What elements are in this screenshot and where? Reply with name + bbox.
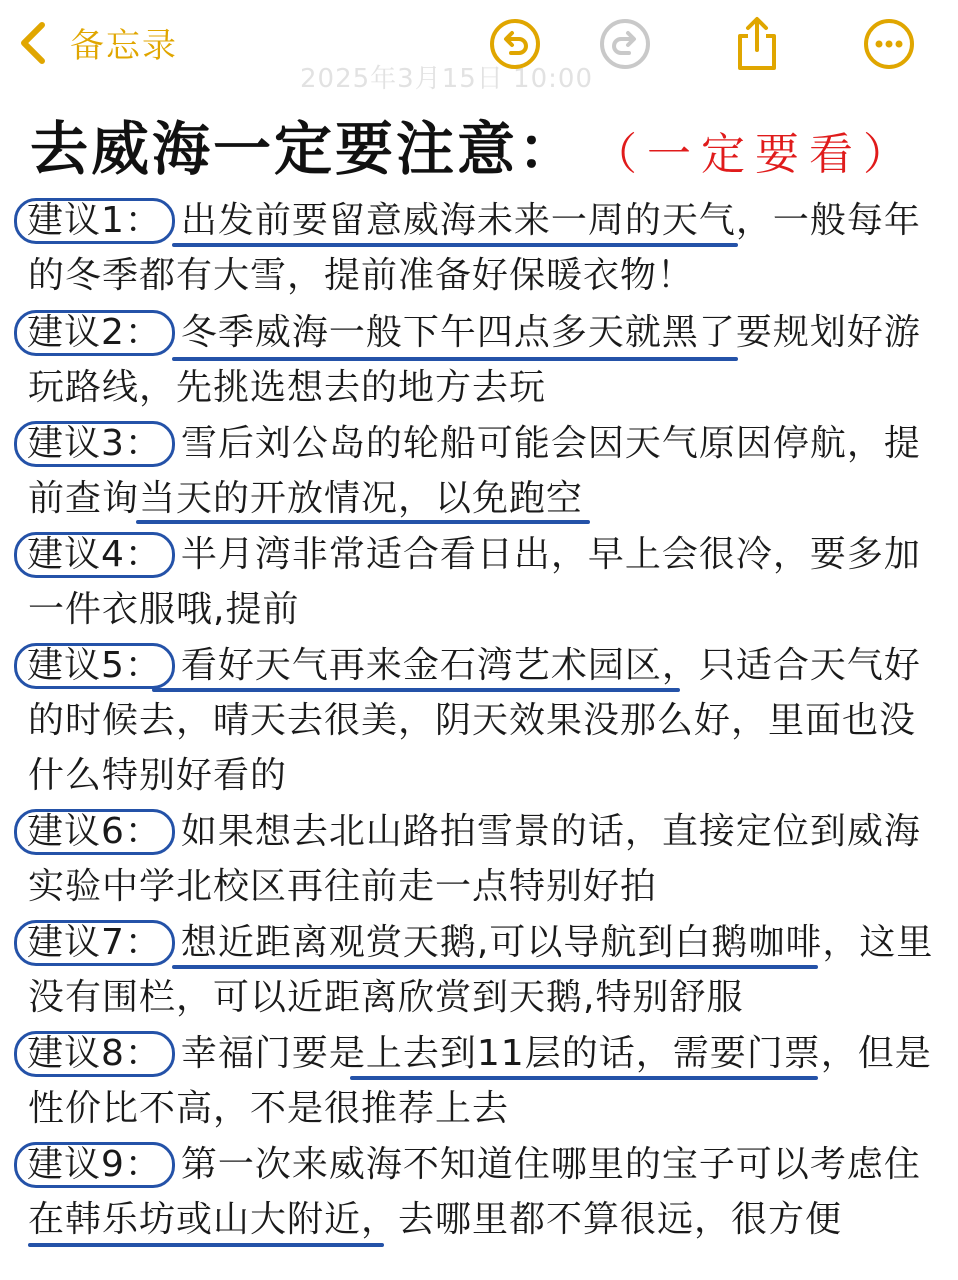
tip-text: 想近距离观赏天鹅,可以导航到白鹅咖啡，这里: [180, 922, 934, 963]
toolbar: [0, 0, 958, 92]
tip-text: 如果想去北山路拍雪景的话，直接定位到威海: [180, 811, 921, 852]
note-title-row: [30, 102, 917, 186]
tip-2: [28, 305, 938, 415]
highlight-underline: [28, 1243, 384, 1247]
tip-text: 没有围栏，可以近距离欣赏到天鹅,特别舒服: [28, 977, 744, 1018]
tip-3: [28, 416, 938, 526]
tip-tag: 建议4：: [14, 532, 175, 578]
highlight-underline: [350, 1076, 818, 1080]
highlight-underline: [172, 965, 818, 969]
tip-1: [28, 193, 938, 303]
highlight-underline: [152, 688, 680, 692]
highlight-underline: [172, 243, 738, 247]
tip-text: 冬季威海一般下午四点多天就黑了要规划好游: [180, 312, 921, 353]
tip-tag: 建议6：: [14, 809, 175, 855]
note-date: 2025年3月15日 10:00: [300, 64, 593, 94]
share-icon[interactable]: [730, 16, 784, 72]
highlight-underline: [172, 357, 738, 361]
tip-tag: 建议2：: [14, 310, 175, 356]
tip-text: 性价比不高，不是很推荐上去: [28, 1088, 510, 1129]
back-label: 备忘录: [70, 26, 178, 66]
tip-text: 在韩乐坊或山大附近，去哪里都不算很远，很方便: [28, 1199, 843, 1240]
tip-tag: 建议3：: [14, 421, 175, 467]
chevron-left-icon: [18, 21, 48, 65]
tip-4: [28, 527, 938, 637]
tip-text: 的冬季都有大雪，提前准备好保暖衣物！: [28, 255, 695, 296]
tip-tag: 建议9：: [14, 1142, 175, 1188]
tip-tag: 建议5：: [14, 643, 175, 689]
note-title-emphasis: （一定要看）: [593, 129, 918, 180]
more-icon[interactable]: [862, 16, 916, 72]
tip-text: 什么特别好看的: [28, 755, 288, 796]
tip-text: 幸福门要是上去到11层的话，需要门票，但是: [180, 1033, 932, 1074]
tip-8: [28, 1026, 938, 1136]
tip-text: 雪后刘公岛的轮船可能会因天气原因停航，提: [180, 423, 921, 464]
undo-icon[interactable]: [488, 16, 542, 72]
tip-text: 前查询当天的开放情况，以免跑空: [28, 478, 584, 519]
highlight-underline: [136, 520, 590, 524]
tip-7: [28, 915, 938, 1025]
redo-icon[interactable]: [598, 16, 652, 72]
note-title: 去威海一定要注意：: [30, 115, 580, 183]
tip-text: 看好天气再来金石湾艺术园区，只适合天气好: [180, 645, 921, 686]
tip-text: 玩路线，先挑选想去的地方去玩: [28, 367, 547, 408]
tip-5: [28, 638, 938, 803]
tip-6: [28, 804, 938, 914]
tip-text: 出发前要留意威海未来一周的天气，一般每年: [180, 200, 921, 241]
tip-text: 的时候去，晴天去很美，阴天效果没那么好，里面也没: [28, 700, 917, 741]
tip-text: 实验中学北校区再往前走一点特别好拍: [28, 866, 658, 907]
tip-tag: 建议1：: [14, 198, 175, 244]
tip-9: [28, 1137, 938, 1247]
tip-text: 一件衣服哦,提前: [28, 589, 300, 630]
tip-tag: 建议7：: [14, 920, 175, 966]
back-button[interactable]: [18, 18, 178, 67]
tip-tag: 建议8：: [14, 1031, 175, 1077]
tip-text: 第一次来威海不知道住哪里的宝子可以考虑住: [180, 1144, 921, 1185]
tip-text: 半月湾非常适合看日出，早上会很冷，要多加: [180, 534, 921, 575]
